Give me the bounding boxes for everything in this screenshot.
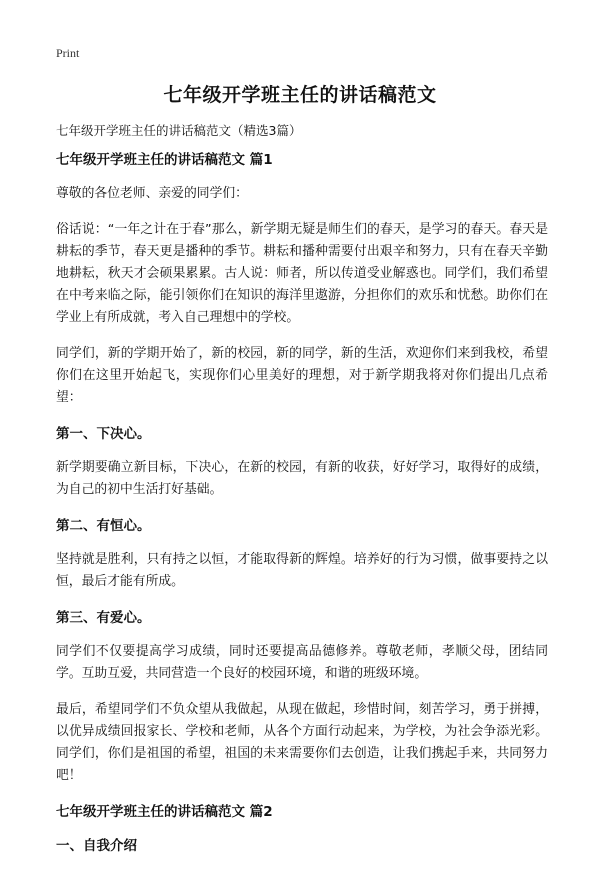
print-label[interactable]: Print (56, 46, 80, 60)
part1-heading: 七年级开学班主任的讲话稿范文 篇1 (56, 152, 273, 168)
paragraph-2: 同学们，新的学期开始了，新的校园，新的同学，新的生活，欢迎你们来到我校，希望你们在这里开始起飞，实现你们心里美好的理想，对于新学期我将对你们提出几点希望： (56, 346, 548, 405)
document-subtitle: 七年级开学班主任的讲话稿范文（精选3篇） (56, 123, 302, 138)
page-title: 七年级开学班主任的讲话稿范文 (163, 84, 437, 106)
salutation: 尊敬的各位老师、亲爱的同学们： (56, 186, 248, 201)
paragraph-third: 同学们不仅要提高学习成绩，同时还要提高品德修养。尊敬老师，孝顺父母，团结同学。互助互爱，共同营造一个良好的校园环境，和谐的班级环境。 (56, 644, 548, 681)
heading-self-intro: 一、自我介绍 (56, 838, 137, 854)
paragraph-second: 坚持就是胜利，只有持之以恒，才能取得新的辉煌。培养好的行为习惯，做事要持之以恒，最后才能有所成。 (56, 552, 548, 589)
heading-first: 第一、下决心。 (56, 426, 151, 442)
paragraph-1: 俗话说：“一年之计在于春”那么，新学期无疑是师生们的春天，是学习的春天。春天是耕耘的季节，春天更是播种的季节。耕耘和播种需要付出艰辛和努力，只有在春天辛勤地耕耘，秋天才会硕果累累。古人说：师者，所以传道受业解惑也。同学们，我们希望在中考来临之际，能引领你们在知识的海洋里遨游，分担你们的欢乐和忧愁。助你们在学业上有所成就，考入自己理想中的学校。 (56, 222, 548, 325)
heading-second: 第二、有恒心。 (56, 518, 151, 534)
document-body (56, 149, 548, 869)
heading-third: 第三、有爱心。 (56, 610, 151, 626)
paragraph-closing: 最后，希望同学们不负众望从我做起，从现在做起，珍惜时间，刻苦学习，勇于拼搏，以优异成绩回报家长、学校和老师，从各个方面行动起来，为学校，为社会争添光彩。同学们，你们是祖国的希望，祖国的未来需要你们去创造，让我们携起手来，共同努力吧！ (56, 702, 548, 783)
paragraph-first: 新学期要确立新目标，下决心，在新的校园，有新的收获，好好学习，取得好的成绩，为自己的初中生活打好基础。 (56, 460, 548, 497)
part2-heading: 七年级开学班主任的讲话稿范文 篇2 (56, 804, 273, 820)
